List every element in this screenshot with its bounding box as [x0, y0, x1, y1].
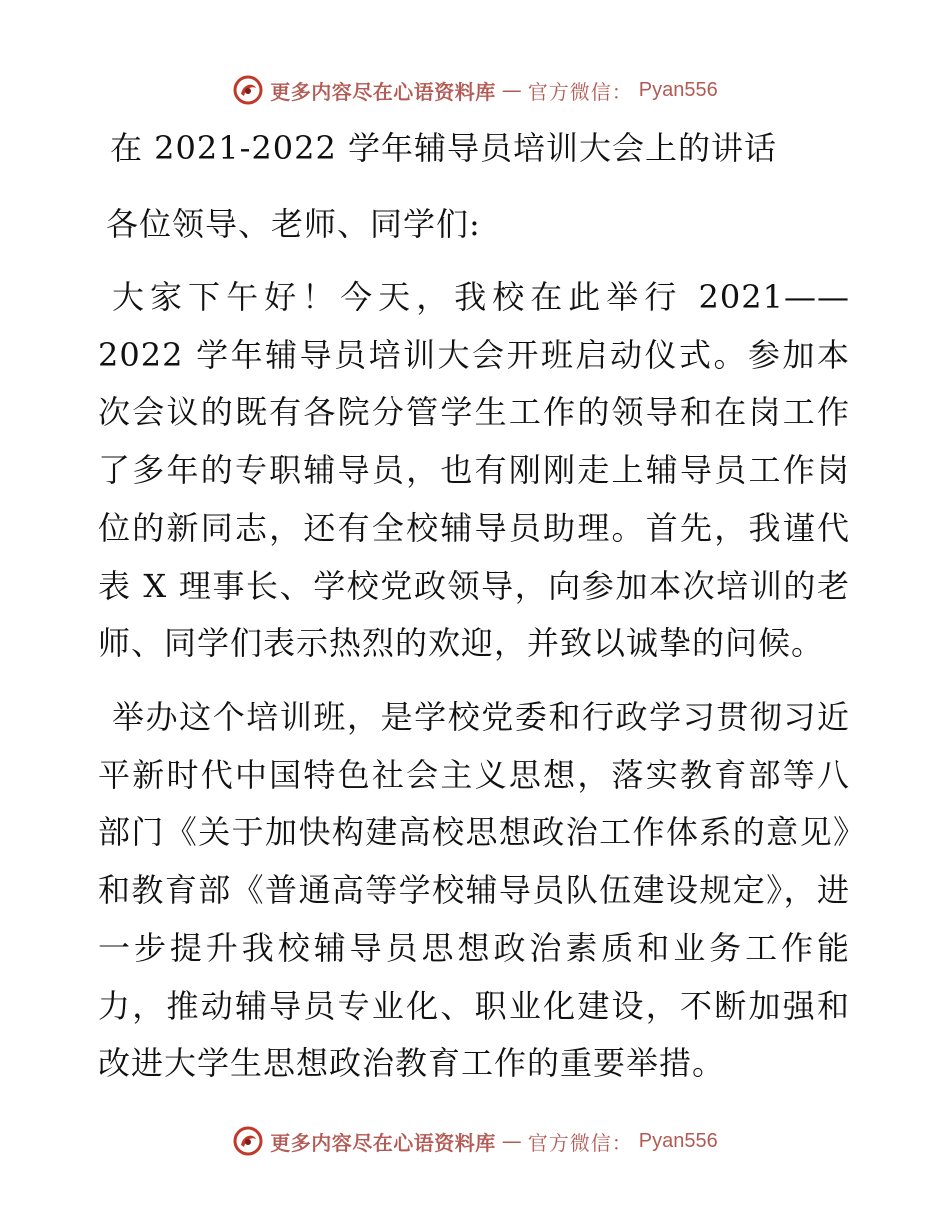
document-salutation: 各位领导、老师、同学们:	[106, 205, 481, 243]
paragraph-1: 大家下午好！今天，我校在此举行 2021——2022 学年辅导员培训大会开班启动仪式。参加本次会议的既有各院分管学生工作的领导和在岗工作了多年的专职辅导员，也有刚刚走上辅导员工作岗位的新同志，还有全校辅导员助理。首先，我谨代表 X 理事长、学校党政领导，向参加本次培训的老师、同学们表示热烈的欢迎，并致以诚挚的问候。	[98, 278, 850, 663]
banner-separator: —	[501, 78, 522, 102]
banner-wechat-label: 官方微信：	[527, 79, 633, 104]
footer-banner	[0, 1121, 950, 1161]
footer-separator: —	[501, 1129, 522, 1153]
footer-wechat-label: 官方微信：	[527, 1130, 633, 1155]
brand-logo-icon	[232, 74, 264, 106]
banner-wechat-id: Pyan556	[638, 78, 718, 101]
footer-main-text: 更多内容尽在心语资料库	[270, 1130, 496, 1155]
paragraph-2: 举办这个培训班，是学校党委和行政学习贯彻习近平新时代中国特色社会主义思想，落实教育部等八部门《关于加快构建高校思想政治工作体系的意见》和教育部《普通高等学校辅导员队伍建设规定》，进一步提升我校辅导员思想政治素质和业务工作能力，推动辅导员专业化、职业化建设，不断加强和改进大学生思想政治教育工作的重要举措。	[98, 698, 850, 1083]
footer-wechat-id: Pyan556	[638, 1129, 718, 1152]
header-banner	[0, 70, 950, 110]
footer-logo-icon	[232, 1125, 264, 1157]
banner-main-text: 更多内容尽在心语资料库	[270, 79, 496, 104]
document-title: 在 2021-2022 学年辅导员培训大会上的讲话	[110, 129, 778, 167]
